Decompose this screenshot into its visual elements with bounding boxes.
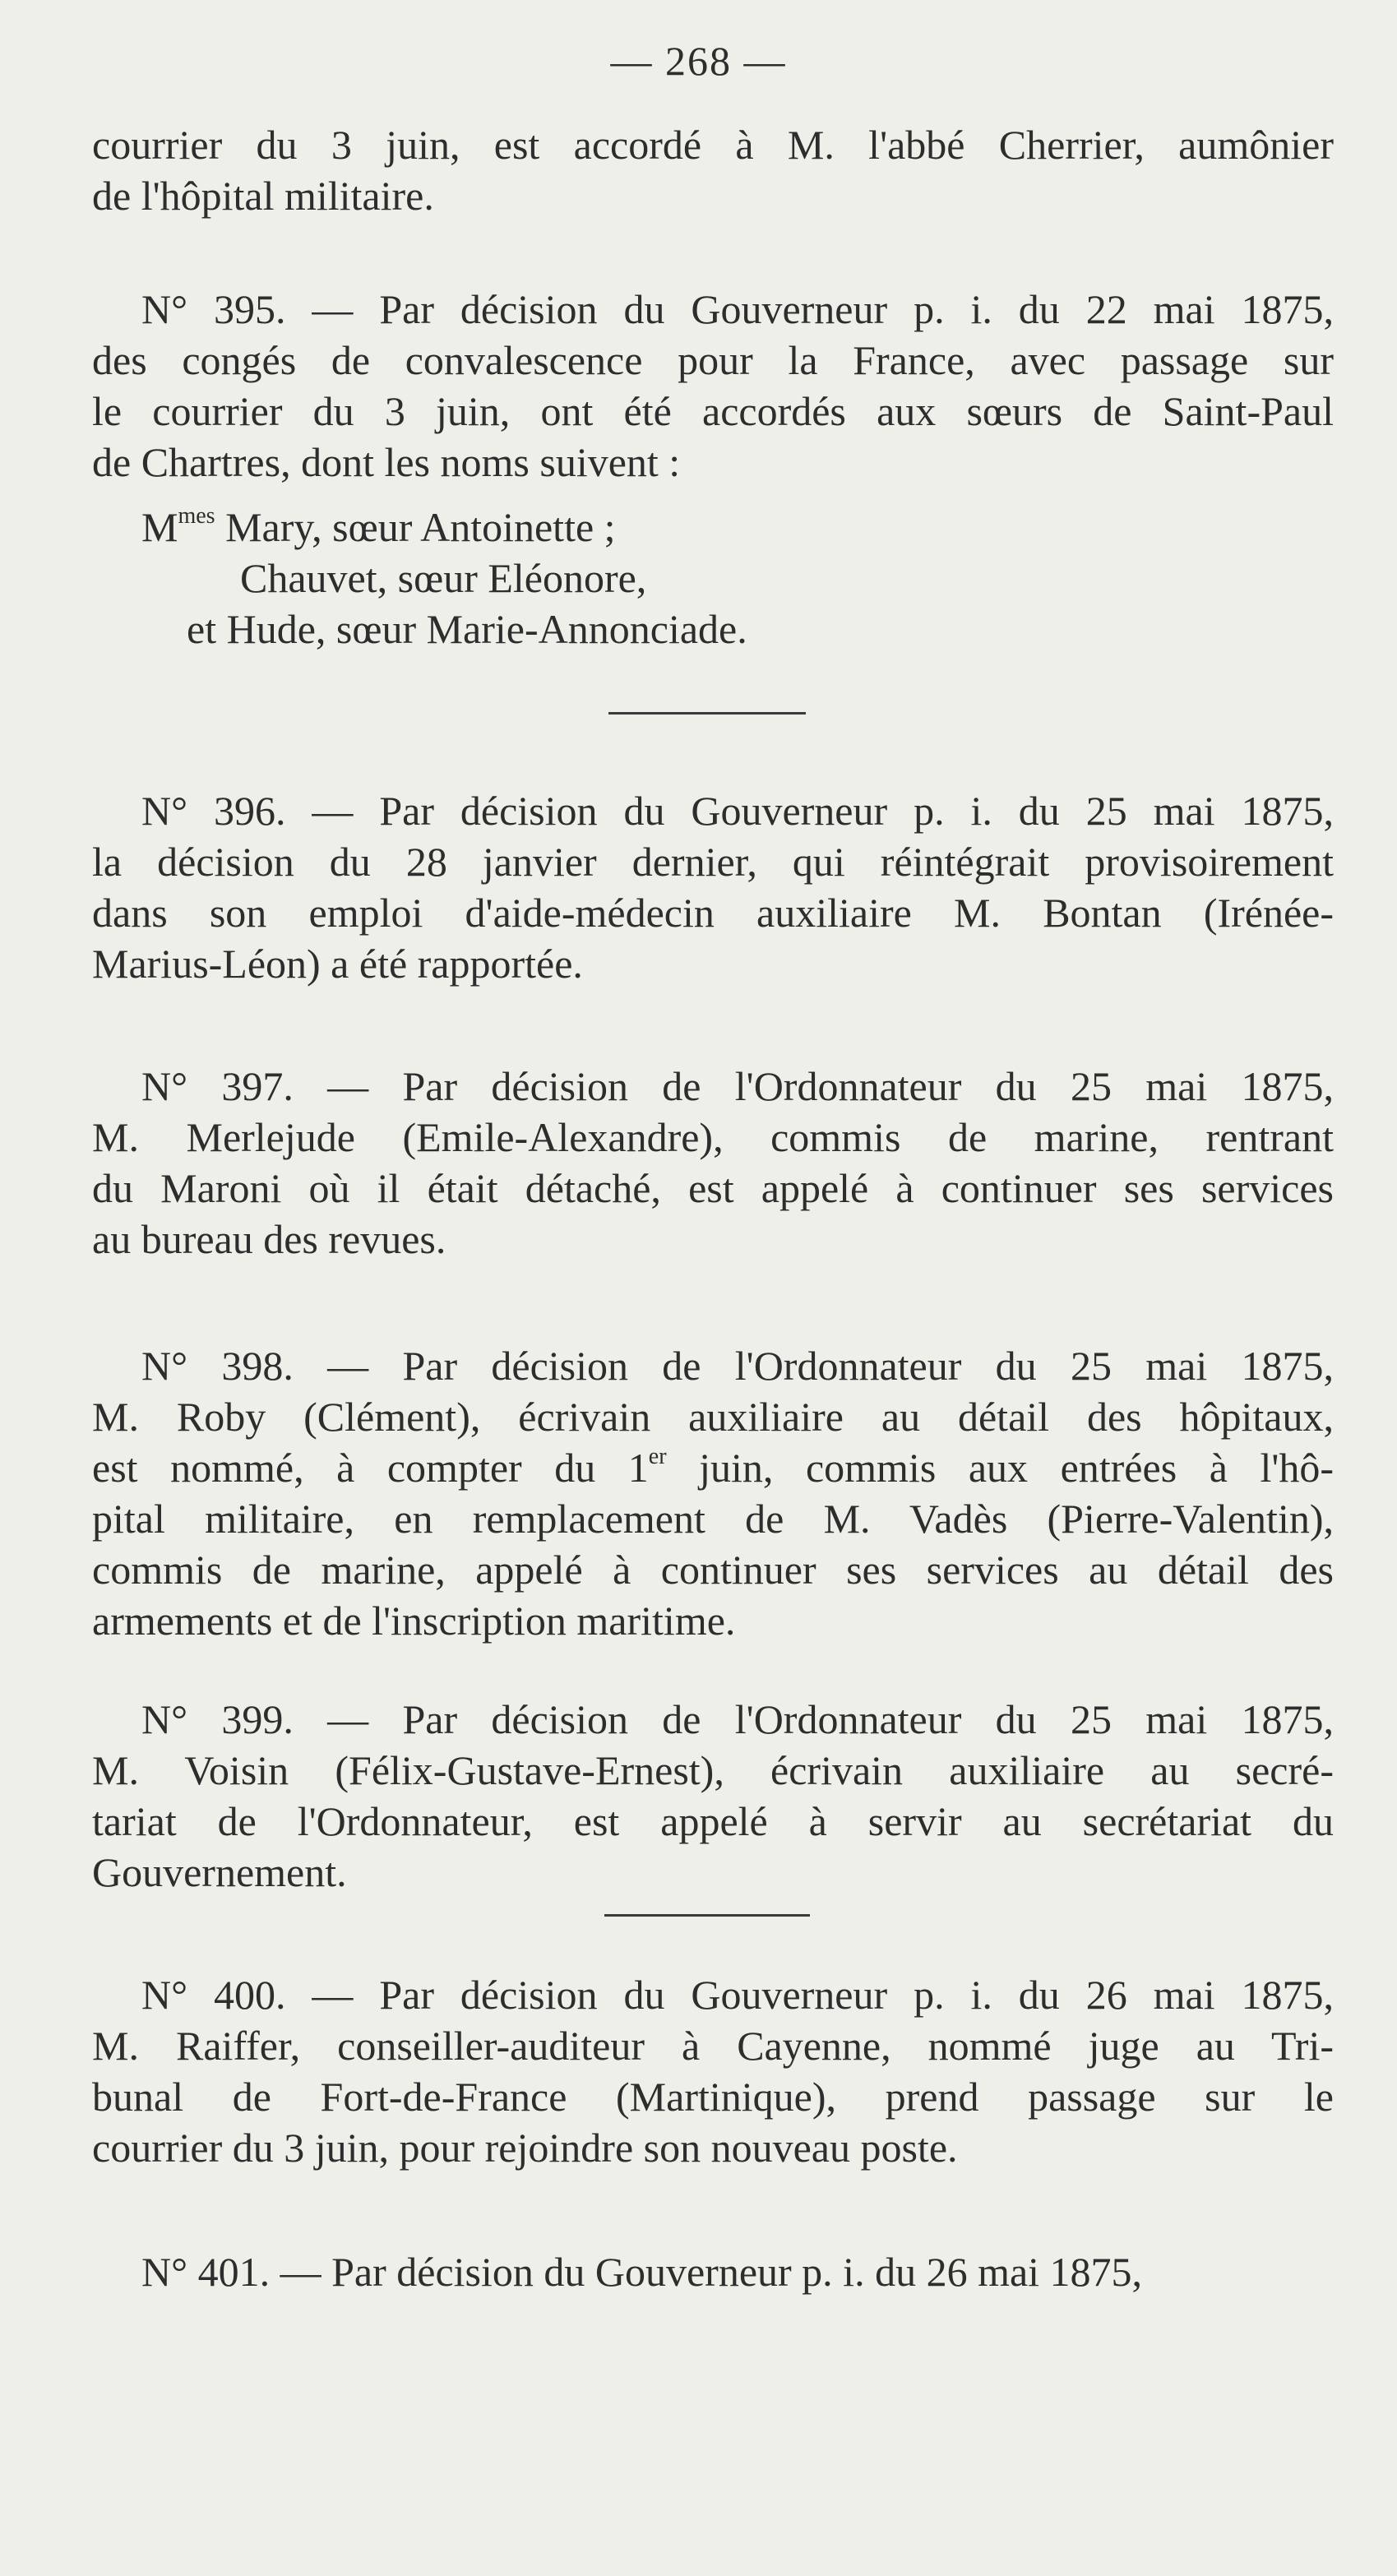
entry-400: [92, 1969, 1334, 2173]
section-divider: [608, 712, 806, 715]
intro-paragraph: [92, 119, 1334, 221]
text-line: de Chartres, dont les noms suivent :: [92, 439, 681, 485]
text-line: dans son emploi d'aide-médecin auxiliaire M. Bontan (Irénée-: [92, 890, 1334, 936]
text-line: N° 395. — Par décision du Gouverneur p. i. du 22 mai 1875,: [141, 286, 1334, 332]
text-line: armements et de l'inscription maritime.: [92, 1598, 736, 1644]
superscript: mes: [178, 503, 215, 529]
text-line: M. Raiffer, conseiller-auditeur à Cayenne, nommé juge au Tri-: [92, 2023, 1334, 2069]
text-line: des congés de convalescence pour la France, avec passage sur: [92, 337, 1334, 383]
text-line: N° 397. — Par décision de l'Ordonnateur du 25 mai 1875,: [141, 1063, 1334, 1109]
name-line: Chauvet, sœur Eléonore,: [240, 555, 647, 601]
text-line: de l'hôpital militaire.: [92, 173, 434, 219]
page-number: — 268 —: [610, 38, 787, 84]
name-line: $M^{mes}$ Mary, sœur Antoinette ;: [141, 503, 616, 550]
entry-397: [92, 1061, 1334, 1265]
text-line: M. Voisin (Félix-Gustave-Ernest), écrivain auxiliaire au secré-: [92, 1747, 1334, 1793]
text-line: commis de marine, appelé à continuer ses services au détail des: [92, 1547, 1334, 1593]
entry-395-names: [92, 502, 1334, 654]
text-line: Gouvernement.: [92, 1849, 347, 1895]
text-line: N° 396. — Par décision du Gouverneur p. i. du 25 mai 1875,: [141, 788, 1334, 834]
text-line: le courrier du 3 juin, ont été accordés aux sœurs de Saint-Paul: [92, 388, 1334, 434]
text-line: Marius-Léon) a été rapportée.: [92, 941, 583, 987]
superscript: er: [648, 1444, 667, 1469]
section-divider: [604, 1914, 810, 1917]
text-line: au bureau des revues.: [92, 1216, 446, 1262]
entry-401: [92, 2246, 1334, 2297]
text-line: N° 399. — Par décision de l'Ordonnateur du 25 mai 1875,: [141, 1696, 1334, 1742]
text-line: N° 401. — Par décision du Gouverneur p. i. du 26 mai 1875,: [141, 2249, 1143, 2295]
text-line: courrier du 3 juin, est accordé à M. l'abbé Cherrier, aumônier: [92, 122, 1334, 168]
text-line: pital militaire, en remplacement de M. Vadès (Pierre-Valentin),: [92, 1496, 1334, 1542]
entry-396: [92, 785, 1334, 989]
text-line: M. Roby (Clément), écrivain auxiliaire au détail des hôpitaux,: [92, 1394, 1334, 1440]
text-line: tariat de l'Ordonnateur, est appelé à servir au secrétariat du: [92, 1798, 1334, 1844]
text-line: N° 398. — Par décision de l'Ordonnateur du 25 mai 1875,: [141, 1343, 1334, 1389]
text-line: est nommé, à compter du 1er juin, commis aux entrées à l'hô-: [92, 1444, 1334, 1491]
text-line: M. Merlejude (Emile-Alexandre), commis de marine, rentrant: [92, 1114, 1334, 1160]
text-line: du Maroni où il était détaché, est appelé à continuer ses services: [92, 1165, 1334, 1211]
name-line: et Hude, sœur Marie-Annonciade.: [187, 606, 747, 652]
entry-399: [92, 1694, 1334, 1898]
text-line: courrier du 3 juin, pour rejoindre son nouveau poste.: [92, 2125, 958, 2171]
text-line: bunal de Fort-de-France (Martinique), prend passage sur le: [92, 2074, 1334, 2120]
entry-398: [92, 1340, 1334, 1646]
text-line: N° 400. — Par décision du Gouverneur p. i. du 26 mai 1875,: [141, 1972, 1334, 2018]
text-line: la décision du 28 janvier dernier, qui réintégrait provisoirement: [92, 839, 1334, 885]
entry-395: [92, 284, 1334, 488]
